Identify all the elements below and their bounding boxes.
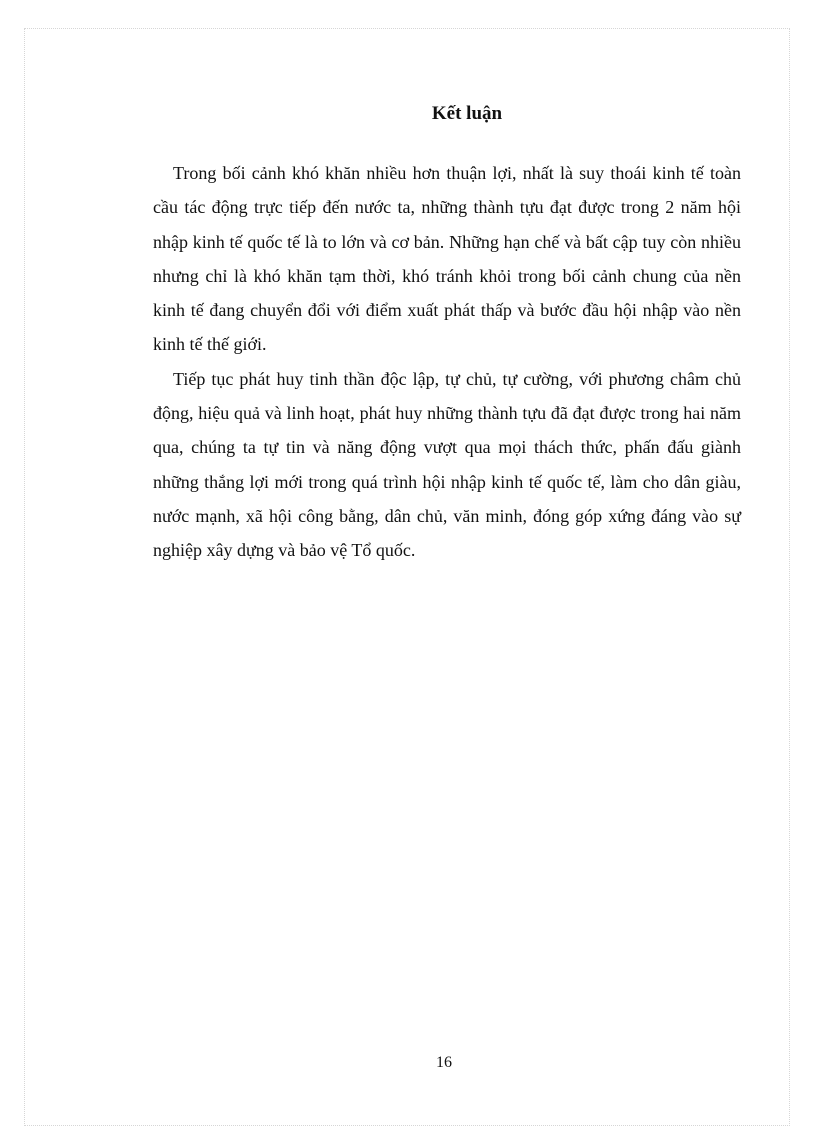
document-title: Kết luận [431,103,503,124]
paragraph-1: Trong bối cảnh khó khăn nhiều hơn thuận lợi, nhất là suy thoái kinh tế toàn cầu tác động trực tiếp đến nước ta, những thành tựu đạt được trong 2 năm hội nhập kinh tế quốc tế là to lớn và cơ bản. Những hạn chế và bất cập tuy còn nhiều nhưng chỉ là khó khăn tạm thời, khó tránh khỏi trong bối cảnh chung của nền kinh tế đang chuyển đổi với điểm xuất phát thấp và bước đầu hội nhập vào nền kinh tế thế giới. [153,163,741,355]
paragraph-2: Tiếp tục phát huy tinh thần độc lập, tự chủ, tự cường, với phương châm chủ động, hiệu quả và linh hoạt, phát huy những thành tựu đã đạt được trong hai năm qua, chúng ta tự tin và năng động vượt qua mọi thách thức, phấn đấu giành những thắng lợi mới trong quá trình hội nhập kinh tế quốc tế, làm cho dân giàu, nước mạnh, xã hội công bằng, dân chủ, văn minh, đóng góp xứng đáng vào sự nghiệp xây dựng và bảo vệ Tổ quốc. [153,368,741,561]
page-number: 16 [436,1054,452,1071]
document-body [153,98,741,568]
